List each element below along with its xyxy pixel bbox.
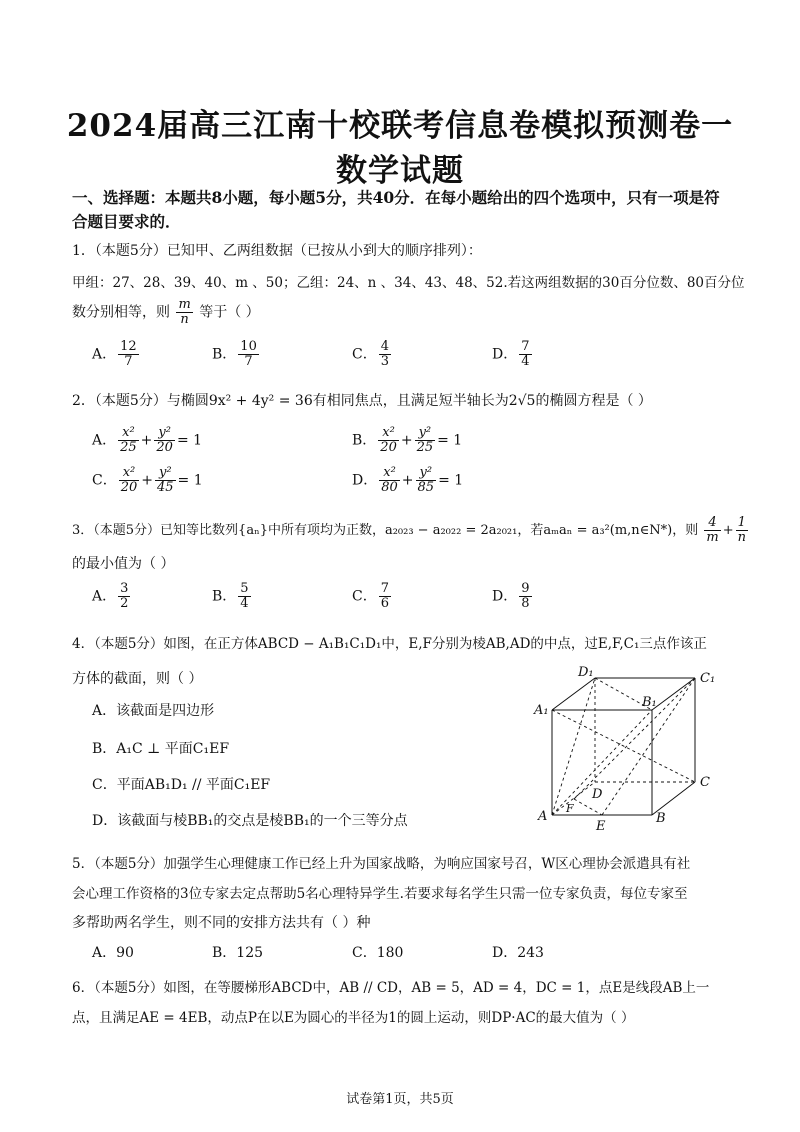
q4-option-a: A．该截面是四边形	[92, 703, 215, 719]
q1-line3	[72, 298, 260, 327]
q3-frac-1: $\frac{4}{m}$	[706, 515, 719, 545]
label-d1: D₁	[578, 665, 594, 680]
q2-option-d: D． $\frac{\text{x²}}{80}$ + $\frac{\text{y²}}{85}$ = 1	[352, 465, 464, 495]
cube-figure	[530, 660, 730, 835]
q1-option-b: B． $\frac{10}{7}$	[212, 339, 257, 369]
q6-line2: 点，且满足AE = 4EB，动点P在以E为圆心的半径为1的圆上运动，则DP·AC的最大值为（ ）	[72, 1010, 635, 1026]
q5-option-a: A．90	[92, 945, 134, 961]
q1-fraction	[176, 298, 192, 327]
q3-option-d: D． $\frac{9}{8}$	[492, 581, 530, 611]
q3-option-a: A． $\frac{3}{2}$	[92, 581, 129, 611]
q1-option-c: C． $\frac{4}{3}$	[352, 339, 389, 369]
q1-line3a: 数分别相等，则	[72, 304, 170, 321]
q1-line2: 甲组：27、28、39、40、m 、50；乙组：24、n 、34、43、48、52.若这两组数据的30百分位数、80百分位	[72, 275, 745, 291]
q4-option-d: D．该截面与棱BB₁的交点是棱BB₁的一个三等分点	[92, 813, 408, 829]
edge-a1d1	[552, 678, 595, 710]
label-a1: A₁	[534, 703, 549, 718]
q3-stem-text: 3．（本题5分）已知等比数列{aₙ}中所有项均为正数，a₂₀₂₃ − a₂₀₂₂ = 2a₂₀₂₁，若aₘaₙ = a₃²(m,n∈N*)，则	[72, 523, 699, 538]
label-d: D	[592, 787, 603, 802]
q1-frac-num: m	[178, 297, 191, 312]
label-b: B	[656, 811, 666, 826]
q1-frac-den: n	[180, 312, 189, 327]
page-footer: 试卷第1页，共5页	[346, 1092, 454, 1107]
section-heading: 一、选择题：本题共8小题，每小题5分，共40分．在每小题给出的四个选项中，只有一项是符合题目要求的．	[72, 188, 720, 231]
label-b1: B₁	[642, 695, 657, 710]
exam-title: 2024届高三江南十校联考信息卷模拟预测卷一	[66, 108, 734, 144]
q1-line3b: 等于（ ）	[199, 304, 260, 321]
q2-stem: 2．（本题5分）与椭圆9x² + 4y² = 36有相同焦点，且满足短半轴长为2√5的椭圆方程是（ ）	[72, 393, 652, 409]
q4-stem: 4．（本题5分）如图，在正方体ABCD − A₁B₁C₁D₁中，E,F分别为棱AB,AD的中点，过E,F,C₁三点作该正	[72, 636, 707, 652]
q1-option-d: D． $\frac{7}{4}$	[492, 339, 530, 369]
exam-subtitle: 数学试题	[336, 153, 464, 189]
q3-option-c: C． $\frac{7}{6}$	[352, 581, 389, 611]
q5-line2: 会心理工作资格的3位专家去定点帮助5名心理特异学生.若要求每名学生只需一位专家负责，每位专家至	[72, 886, 688, 902]
q5-option-d: D．243	[492, 945, 544, 961]
edge-b1c1	[652, 678, 695, 710]
q3-line2: 的最小值为（ ）	[72, 556, 175, 572]
label-e: E	[596, 819, 606, 834]
q3-option-b: B． $\frac{5}{4}$	[212, 581, 249, 611]
q6-line1: 6．（本题5分）如图，在等腰梯形ABCD中，AB // CD，AB = 5，AD = 4，DC = 1，点E是线段AB上一	[72, 980, 710, 996]
q2-option-a: A． $\frac{\text{x²}}{25}$ + $\frac{\text{y²}}{20}$ = 1	[92, 425, 203, 455]
q5-option-b: B．125	[212, 945, 264, 961]
q5-line3: 多帮助两名学生，则不同的安排方法共有（ ）种	[72, 915, 371, 931]
label-c: C	[700, 775, 710, 790]
q3-stem: 3．（本题5分）已知等比数列{aₙ}中所有项均为正数，a₂₀₂₃ − a₂₀₂₂ = 2a₂₀₂₁，若aₘaₙ = a₃²(m,n∈N*)，则 $\frac{4}{m}$ + $\frac{1}{n}$	[72, 515, 746, 545]
diag-ad1	[552, 678, 595, 815]
q5-line1: 5．（本题5分）加强学生心理健康工作已经上升为国家战略，为响应国家号召，W区心理协会派遣具有社	[72, 856, 691, 872]
label-a: A	[538, 809, 548, 824]
q2-option-c: C． $\frac{\text{x²}}{20}$ + $\frac{\text{y²}}{45}$ = 1	[92, 465, 203, 495]
q4-line2: 方体的截面，则（ ）	[72, 671, 203, 687]
q1-option-a: A． $\frac{12}{7}$	[92, 339, 137, 369]
q3-frac-2: $\frac{1}{n}$	[737, 515, 746, 545]
line-fc1	[574, 678, 695, 799]
q5-option-c: C．180	[352, 945, 404, 961]
q4-option-c: C．平面AB₁D₁ // 平面C₁EF	[92, 777, 271, 793]
label-f: F	[566, 802, 574, 815]
q4-option-b: B．A₁C ⊥ 平面C₁EF	[92, 741, 230, 757]
q2-option-b: B． $\frac{\text{x²}}{20}$ + $\frac{\text{y²}}{25}$ = 1	[352, 425, 463, 455]
q1-stem: 1．（本题5分）已知甲、乙两组数据（已按从小到大的顺序排列）：	[72, 243, 482, 259]
label-c1: C₁	[700, 671, 716, 686]
